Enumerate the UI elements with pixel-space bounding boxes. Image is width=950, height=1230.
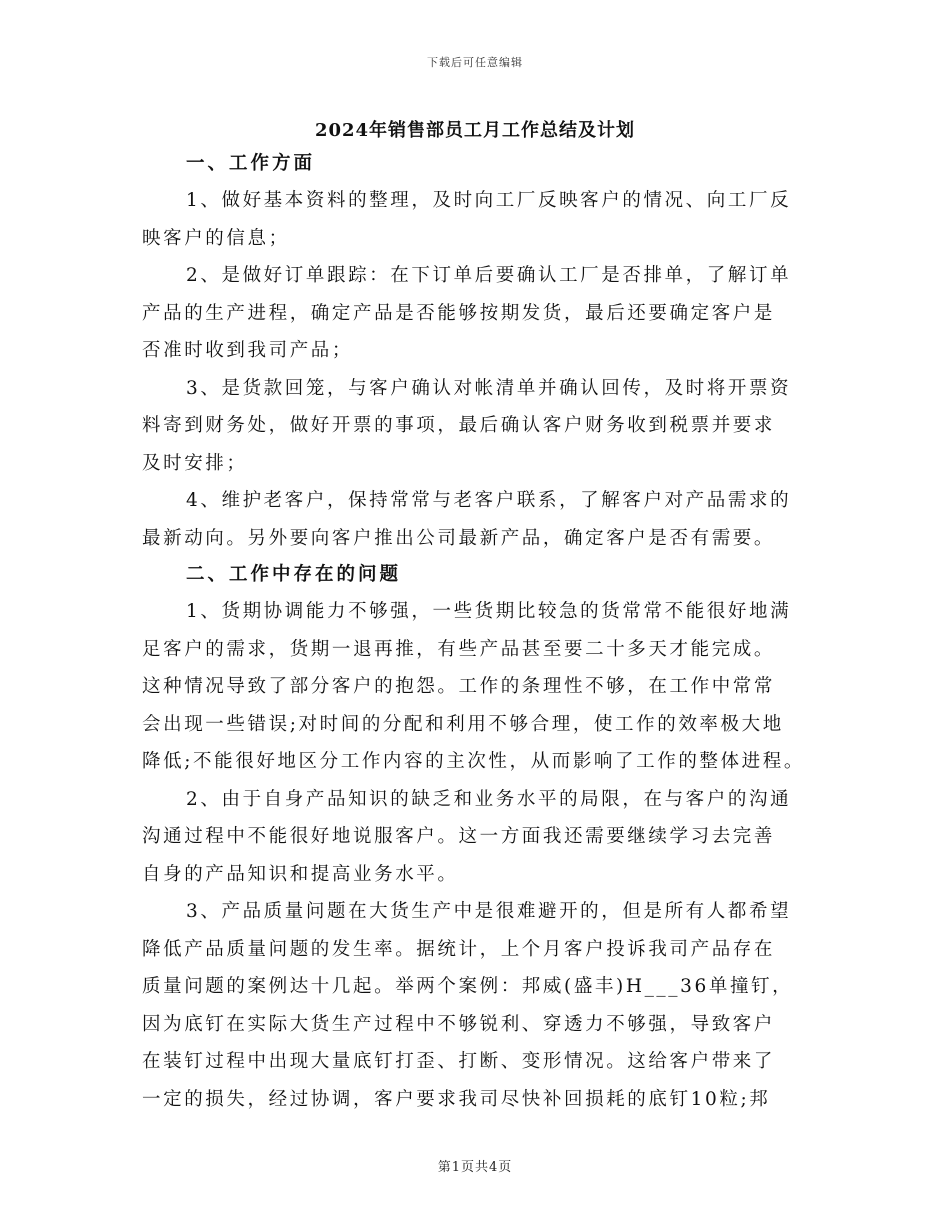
paragraph-line: 3、是货款回笼，与客户确认对帐清单并确认回传，及时将开票资 [186, 377, 792, 399]
paragraph [142, 257, 812, 370]
paragraph-line: 在装钉过程中出现大量底钉打歪、打断、变形情况。这给客户带来了 [142, 1051, 776, 1072]
paragraph-line: 因为底钉在实际大货生产过程中不够锐利、穿透力不够强，导致客户 [142, 1013, 776, 1035]
paragraph [142, 482, 812, 557]
paragraph-line: 会出现一些错误;对时间的分配和利用不够合理，使工作的效率极大地 [142, 713, 784, 735]
paragraph-line: 4、维护老客户，保持常常与老客户联系，了解客户对产品需求的 [186, 490, 792, 511]
section-heading: 二、工作中存在的问题 [186, 564, 402, 585]
paragraph-line: 产品的生产进程，确定产品是否能够按期发货，最后还要确定客户是 [142, 302, 776, 324]
document-body [142, 146, 812, 1118]
paragraph-line: 及时安排； [142, 452, 248, 474]
paragraph-line: 质量问题的案例达十几起。举两个案例：邦威(盛丰)H___36单撞钉， [142, 976, 794, 997]
paragraph [142, 893, 812, 1118]
page-number-footer: 第1页共4页 [437, 1160, 513, 1175]
paragraph [142, 593, 812, 781]
paragraph-line: 一定的损失，经过协调，客户要求我司尽快补回损耗的底钉10粒;邦 [142, 1088, 771, 1110]
paragraph-line: 2、由于自身产品知识的缺乏和业务水平的局限，在与客户的沟通 [186, 788, 792, 810]
paragraph-line: 沟通过程中不能很好地说服客户。这一方面我还需要继续学习去完善 [142, 826, 776, 847]
paragraph-line: 料寄到财务处，做好开票的事项，最后确认客户财务收到税票并要求 [142, 415, 776, 436]
paragraph-line: 降低;不能很好地区分工作内容的主次性，从而影响了工作的整体进程。 [142, 751, 805, 772]
document-title: 2024年销售部员工月工作总结及计划 [314, 120, 636, 141]
paragraph-line: 足客户的需求，货期一退再推，有些产品甚至要二十多天才能完成。 [142, 638, 776, 660]
paragraph [142, 370, 812, 483]
paragraph-line: 最新动向。另外要向客户推出公司最新产品，确定客户是否有需要。 [142, 527, 776, 549]
paragraph-line: 自身的产品知识和提高业务水平。 [142, 863, 459, 885]
paragraph-line: 3、产品质量问题在大货生产中是很难避开的，但是所有人都希望 [186, 901, 792, 922]
paragraph-line: 这种情况导致了部分客户的抱怨。工作的条理性不够，在工作中常常 [142, 676, 776, 697]
paragraph-line: 降低产品质量问题的发生率。据统计，上个月客户投诉我司产品存在 [142, 938, 776, 960]
section-heading: 一、工作方面 [186, 153, 316, 174]
paragraph-line: 2、是做好订单跟踪：在下订单后要确认工厂是否排单，了解订单 [186, 265, 792, 286]
paragraph-line: 映客户的信息； [142, 227, 290, 249]
header-note: 下载后可任意编辑 [427, 56, 523, 69]
paragraph-line: 否准时收到我司产品； [142, 340, 354, 361]
paragraph [142, 781, 812, 894]
paragraph [142, 182, 812, 257]
paragraph-line: 1、货期协调能力不够强，一些货期比较急的货常常不能很好地满 [186, 601, 792, 622]
paragraph-line: 1、做好基本资料的整理，及时向工厂反映客户的情况、向工厂反 [186, 190, 792, 211]
